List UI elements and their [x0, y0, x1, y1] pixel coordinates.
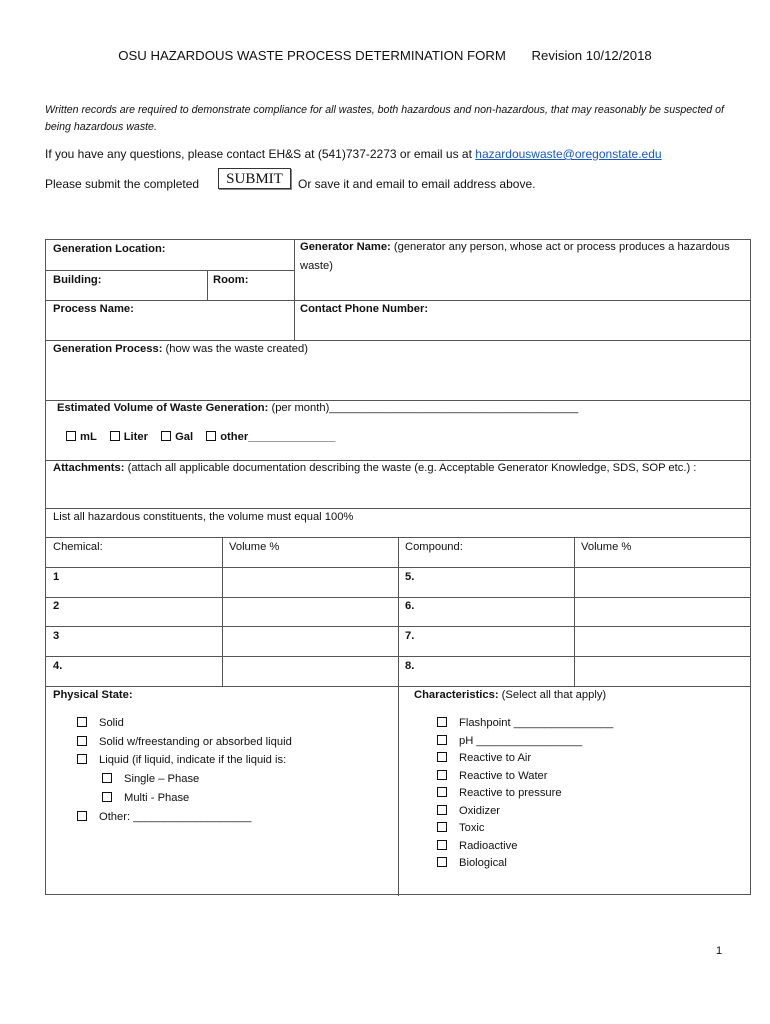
- form-title: OSU HAZARDOUS WASTE PROCESS DETERMINATION FORM: [118, 48, 506, 63]
- physical-option-other: Other: ___________________: [77, 811, 251, 823]
- checkbox-biological[interactable]: [437, 857, 447, 867]
- contact-text: If you have any questions, please contact EH&S at (541)737-2273 or email us at: [45, 147, 476, 161]
- divider: [46, 340, 750, 341]
- liquid-option-single-phase: Single – Phase: [102, 773, 199, 785]
- table-row-4-label: 4.: [53, 660, 63, 672]
- volume-help: (per month)________________________________________: [268, 402, 579, 414]
- checkbox-reactive-pressure[interactable]: [437, 787, 447, 797]
- generator-name-label: Generator Name:: [300, 241, 391, 253]
- building-label: Building:: [53, 274, 102, 286]
- divider: [398, 537, 399, 896]
- physical-option-solid: Solid: [77, 717, 124, 729]
- contact-line: [45, 147, 662, 161]
- characteristics-help: (Select all that apply): [498, 689, 607, 701]
- table-row-6-label: 6.: [405, 600, 415, 612]
- volume-field: [57, 402, 578, 414]
- characteristics-field: [414, 689, 606, 701]
- checkbox-multi-phase[interactable]: [102, 792, 112, 802]
- char-biological: Biological: [437, 857, 507, 869]
- divider: [46, 508, 750, 509]
- checkbox-gal[interactable]: [161, 431, 171, 441]
- divider: [46, 300, 750, 301]
- attachments-help: (attach all applicable documentation describing the waste (e.g. Acceptable Generator Knowledge, SDS, SOP etc.) :: [124, 462, 697, 474]
- volume-label: Estimated Volume of Waste Generation:: [57, 402, 269, 414]
- checkbox-toxic[interactable]: [437, 822, 447, 832]
- room-label: Room:: [213, 274, 249, 286]
- physical-state-label: Physical State:: [53, 689, 133, 701]
- divider: [46, 400, 750, 401]
- unit-other-label: other______________: [220, 431, 336, 443]
- char-reactive-air: Reactive to Air: [437, 752, 531, 764]
- generator-name-help: (generator any person, whose act or process produces a hazardous waste): [300, 241, 730, 272]
- checkbox-liter[interactable]: [110, 431, 120, 441]
- divider: [46, 270, 294, 271]
- checkbox-other[interactable]: [206, 431, 216, 441]
- generator-name-field: [300, 238, 740, 276]
- process-name-label: Process Name:: [53, 303, 134, 315]
- compliance-note: Written records are required to demonstrate compliance for all wastes, both hazardous and non-hazardous, that may reasonably be suspected of being hazardous waste.: [45, 104, 724, 133]
- generation-location-label: Generation Location:: [53, 243, 166, 255]
- char-flashpoint: Flashpoint ________________: [437, 717, 613, 729]
- email-link[interactable]: hazardouswaste@oregonstate.edu: [475, 147, 662, 161]
- divider: [207, 270, 208, 300]
- submit-prefix: Please submit the completed: [45, 177, 200, 191]
- checkbox-ml[interactable]: [66, 431, 76, 441]
- checkbox-liquid[interactable]: [77, 754, 87, 764]
- divider: [574, 537, 575, 686]
- attachments-field: [53, 459, 743, 478]
- table-row-2-label: 2: [53, 600, 60, 612]
- liquid-option-multi-phase: Multi - Phase: [102, 792, 189, 804]
- checkbox-physical-other[interactable]: [77, 811, 87, 821]
- char-oxidizer: Oxidizer: [437, 805, 500, 817]
- char-radioactive: Radioactive: [437, 840, 517, 852]
- submit-button[interactable]: SUBMIT: [218, 168, 291, 189]
- table-row-8-label: 8.: [405, 660, 415, 672]
- physical-option-liquid: Liquid (if liquid, indicate if the liquid is:: [77, 754, 286, 766]
- form-title-line: [0, 48, 770, 63]
- physical-option-solid-liquid: Solid w/freestanding or absorbed liquid: [77, 736, 292, 748]
- generation-process-field: [53, 343, 308, 355]
- revision-date: Revision 10/12/2018: [531, 48, 652, 63]
- page-number: 1: [716, 945, 723, 957]
- checkbox-solid-liquid[interactable]: [77, 736, 87, 746]
- contact-phone-label: Contact Phone Number:: [300, 303, 429, 315]
- unit-options: [66, 431, 335, 443]
- table-row-1-label: 1: [53, 571, 60, 583]
- generation-process-help: (how was the waste created): [162, 343, 308, 355]
- checkbox-flashpoint[interactable]: [437, 717, 447, 727]
- checkbox-reactive-air[interactable]: [437, 752, 447, 762]
- unit-liter-label: Liter: [123, 431, 148, 443]
- waste-determination-form: [45, 239, 751, 895]
- constituents-label: List all hazardous constituents, the volume must equal 100%: [53, 511, 354, 523]
- table-row-7-label: 7.: [405, 630, 415, 642]
- submit-suffix: Or save it and email to email address above.: [298, 177, 536, 191]
- table-row-5-label: 5.: [405, 571, 415, 583]
- checkbox-ph[interactable]: [437, 735, 447, 745]
- checkbox-single-phase[interactable]: [102, 773, 112, 783]
- unit-gal-label: Gal: [175, 431, 194, 443]
- checkbox-radioactive[interactable]: [437, 840, 447, 850]
- checkbox-oxidizer[interactable]: [437, 805, 447, 815]
- volume-header-left: Volume %: [229, 541, 280, 553]
- char-reactive-water: Reactive to Water: [437, 770, 548, 782]
- generation-process-label: Generation Process:: [53, 343, 163, 355]
- char-reactive-pressure: Reactive to pressure: [437, 787, 562, 799]
- unit-ml-label: mL: [80, 431, 97, 443]
- checkbox-solid[interactable]: [77, 717, 87, 727]
- characteristics-label: Characteristics:: [414, 689, 499, 701]
- compound-header: Compound:: [405, 541, 463, 553]
- volume-header-right: Volume %: [581, 541, 632, 553]
- checkbox-reactive-water[interactable]: [437, 770, 447, 780]
- divider: [222, 537, 223, 686]
- attachments-label: Attachments:: [53, 462, 125, 474]
- char-toxic: Toxic: [437, 822, 485, 834]
- chemical-header: Chemical:: [53, 541, 103, 553]
- char-ph: pH _________________: [437, 735, 582, 747]
- divider: [294, 240, 295, 340]
- table-row-3-label: 3: [53, 630, 60, 642]
